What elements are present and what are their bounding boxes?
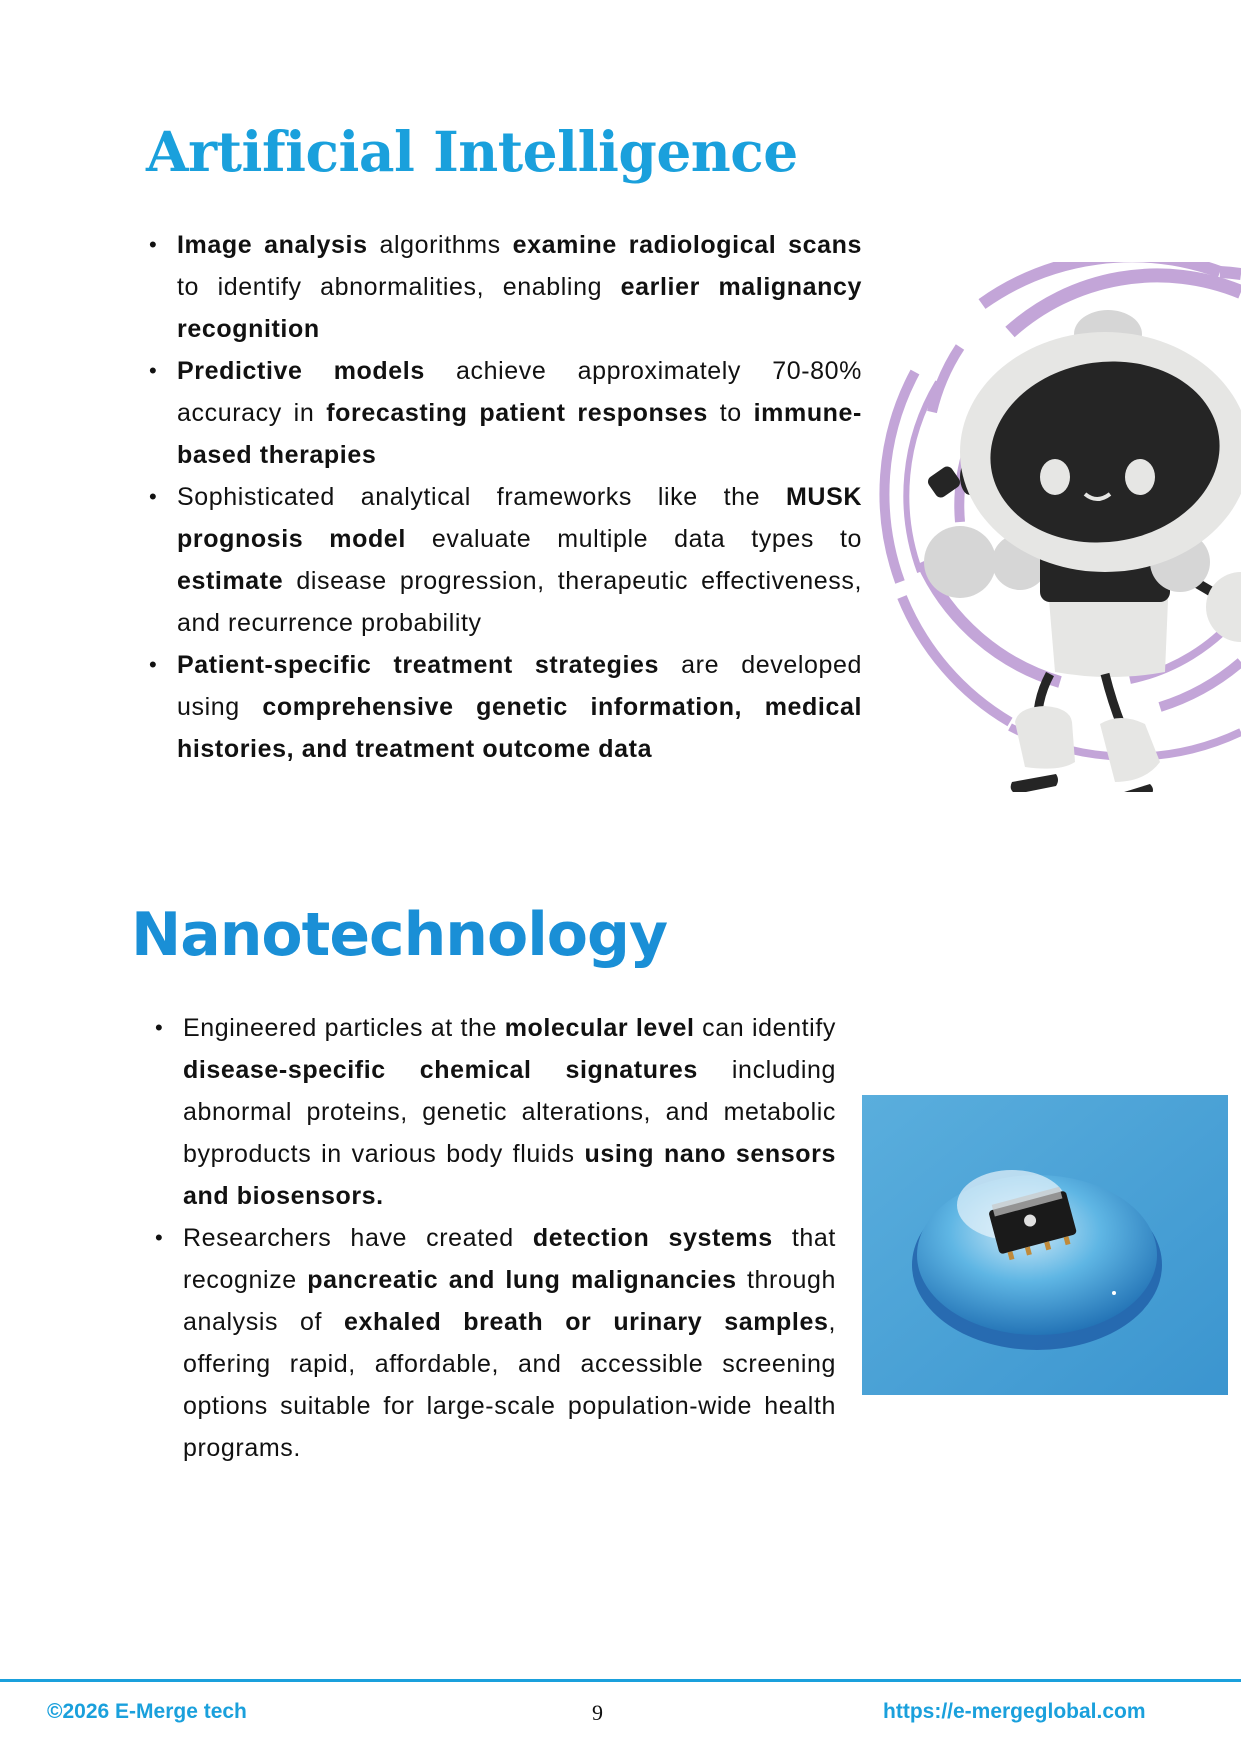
body-text: are developed using xyxy=(177,651,862,721)
bold-text: pancreatic and lung malignancies xyxy=(307,1266,737,1294)
bullet-icon: • xyxy=(155,1015,164,1040)
bold-text: MUSK prognosis model xyxy=(177,483,862,553)
bold-text: earlier malignancy recognition xyxy=(177,273,863,343)
body-text: can identify xyxy=(694,1014,836,1042)
bullet-icon: • xyxy=(149,358,158,383)
body-text: Researchers have created xyxy=(183,1224,533,1252)
body-text: algorithms xyxy=(367,231,513,259)
bullet-icon: • xyxy=(149,484,158,509)
body-text: evaluate multiple data types to xyxy=(405,525,863,553)
body-text: including abnormal proteins, genetic alterations, and metabolic byproducts in various body fluids xyxy=(183,1056,836,1168)
ai-bullet-list xyxy=(149,224,863,770)
ai-bullet xyxy=(149,350,862,476)
bold-text: Predictive models xyxy=(177,357,425,385)
body-text: to identify abnormalities, enabling xyxy=(177,273,621,301)
bold-text: comprehensive genetic information, medical histories, and treatment outcome data xyxy=(177,693,862,763)
body-text: disease progression, therapeutic effectiveness, and recurrence probability xyxy=(177,567,862,637)
body-text: achieve approximately 70-80% accuracy in xyxy=(177,357,862,427)
bold-text: exhaled breath or urinary samples xyxy=(344,1308,829,1336)
footer-copyright: ©2026 E-Merge tech xyxy=(47,1700,247,1723)
body-text: to xyxy=(707,399,754,427)
bold-text: Patient-specific treatment strategies xyxy=(177,651,660,679)
microchip-in-water-droplet-photo xyxy=(862,1095,1228,1395)
nano-section-title: Nanotechnology xyxy=(131,900,668,970)
nano-bullet xyxy=(155,1007,836,1217)
bold-text: using nano sensors and biosensors. xyxy=(183,1140,836,1210)
bold-text: estimate xyxy=(177,567,284,595)
body-text: Engineered particles at the xyxy=(183,1014,505,1042)
bold-text: molecular level xyxy=(504,1014,695,1042)
bold-text: examine radiological scans xyxy=(512,231,862,259)
footer-website-link[interactable]: https://e-mergeglobal.com xyxy=(883,1700,1146,1723)
ai-bullet xyxy=(149,224,863,350)
bold-text: forecasting patient responses xyxy=(326,399,708,427)
ai-bullet xyxy=(149,644,862,770)
bold-text: detection systems xyxy=(532,1224,773,1252)
footer-divider xyxy=(0,1679,1241,1682)
bold-text: disease-specific chemical signatures xyxy=(183,1056,698,1084)
body-text: , offering rapid, affordable, and accessible screening options suitable for large-scale population-wide health programs. xyxy=(183,1308,837,1462)
ai-section-title: Artificial Intelligence xyxy=(146,119,798,184)
bold-text: Image analysis xyxy=(177,231,368,259)
body-text: that recognize xyxy=(183,1224,836,1294)
nano-bullet xyxy=(155,1217,837,1469)
body-text: Sophisticated analytical frameworks like the xyxy=(177,483,786,511)
body-text: through analysis of xyxy=(183,1266,836,1336)
ai-bullet xyxy=(149,476,863,644)
robot-astronaut-illustration xyxy=(860,262,1241,792)
page-number: 9 xyxy=(592,1700,603,1725)
bold-text: immune-based therapies xyxy=(177,399,862,469)
nano-bullet-list xyxy=(155,1007,837,1469)
bullet-icon: • xyxy=(149,652,158,677)
bullet-icon: • xyxy=(155,1225,164,1250)
bullet-icon: • xyxy=(149,232,158,257)
